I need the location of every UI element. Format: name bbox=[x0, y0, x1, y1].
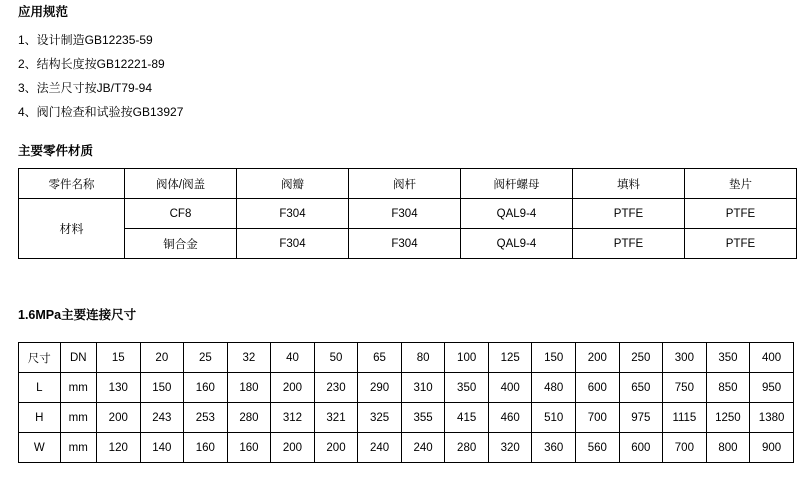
application-spec-list bbox=[18, 28, 518, 124]
table-header-cell: 50 bbox=[314, 343, 358, 373]
table-header-cell: 20 bbox=[140, 343, 184, 373]
table-cell: 290 bbox=[358, 373, 402, 403]
table-cell: PTFE bbox=[573, 199, 685, 229]
table-cell: 560 bbox=[576, 433, 620, 463]
table-cell: 321 bbox=[314, 403, 358, 433]
table-cell: CF8 bbox=[125, 199, 237, 229]
table-header-cell: 65 bbox=[358, 343, 402, 373]
row-label: L bbox=[19, 373, 61, 403]
row-unit: mm bbox=[60, 373, 96, 403]
table-header-cell: 250 bbox=[619, 343, 663, 373]
table-header-cell: 150 bbox=[532, 343, 576, 373]
table-cell: 510 bbox=[532, 403, 576, 433]
table-cell: 650 bbox=[619, 373, 663, 403]
table-cell: 253 bbox=[184, 403, 228, 433]
table-header-cell: 阀体/阀盖 bbox=[125, 169, 237, 199]
material-section-title: 主要零件材质 bbox=[18, 144, 94, 158]
application-spec-title: 应用规范 bbox=[18, 5, 69, 19]
table-cell: 350 bbox=[445, 373, 489, 403]
table-header-cell: 100 bbox=[445, 343, 489, 373]
table-cell: QAL9-4 bbox=[461, 199, 573, 229]
table-cell: F304 bbox=[237, 229, 349, 259]
table-header-cell: 40 bbox=[271, 343, 315, 373]
table-cell: 150 bbox=[140, 373, 184, 403]
table-cell: 312 bbox=[271, 403, 315, 433]
table-cell: 975 bbox=[619, 403, 663, 433]
table-header-cell: 125 bbox=[488, 343, 532, 373]
table-cell: 180 bbox=[227, 373, 271, 403]
table-cell: 600 bbox=[619, 433, 663, 463]
table-cell: 800 bbox=[706, 433, 750, 463]
list-item: 4、阀门检查和试验按GB13927 bbox=[18, 105, 184, 119]
table-cell: 460 bbox=[488, 403, 532, 433]
table-header-cell: 80 bbox=[401, 343, 445, 373]
table-cell: 243 bbox=[140, 403, 184, 433]
table-cell: 280 bbox=[227, 403, 271, 433]
table-cell: QAL9-4 bbox=[461, 229, 573, 259]
table-cell: PTFE bbox=[685, 199, 797, 229]
table-cell: 950 bbox=[750, 373, 794, 403]
table-cell: 240 bbox=[401, 433, 445, 463]
dimension-table bbox=[18, 342, 794, 463]
table-cell: PTFE bbox=[685, 229, 797, 259]
table-header-cell: 阀杆 bbox=[349, 169, 461, 199]
table-cell: 415 bbox=[445, 403, 489, 433]
material-table bbox=[18, 168, 797, 259]
list-item: 2、结构长度按GB12221-89 bbox=[18, 57, 165, 71]
table-cell: 900 bbox=[750, 433, 794, 463]
table-cell: 480 bbox=[532, 373, 576, 403]
table-header-cell: 零件名称 bbox=[19, 169, 125, 199]
row-label: H bbox=[19, 403, 61, 433]
list-item: 3、法兰尺寸按JB/T79-94 bbox=[18, 81, 153, 95]
table-header-cell: 尺寸 bbox=[19, 343, 61, 373]
table-header-cell: 200 bbox=[576, 343, 620, 373]
table-cell: 310 bbox=[401, 373, 445, 403]
table-cell: 160 bbox=[184, 433, 228, 463]
table-cell: 700 bbox=[576, 403, 620, 433]
table-cell: 120 bbox=[97, 433, 141, 463]
table-cell: 850 bbox=[706, 373, 750, 403]
table-header-cell: 填料 bbox=[573, 169, 685, 199]
table-cell: 200 bbox=[271, 373, 315, 403]
table-header-cell: 32 bbox=[227, 343, 271, 373]
table-cell: 400 bbox=[488, 373, 532, 403]
table-cell: 360 bbox=[532, 433, 576, 463]
table-cell: 280 bbox=[445, 433, 489, 463]
table-cell: 160 bbox=[184, 373, 228, 403]
table-cell: 700 bbox=[663, 433, 707, 463]
table-cell: 1115 bbox=[663, 403, 707, 433]
table-cell: 1250 bbox=[706, 403, 750, 433]
table-cell: 320 bbox=[488, 433, 532, 463]
table-cell: 铜合金 bbox=[125, 229, 237, 259]
table-cell: F304 bbox=[349, 199, 461, 229]
table-header-row bbox=[19, 343, 794, 373]
table-cell: 160 bbox=[227, 433, 271, 463]
table-cell: F304 bbox=[349, 229, 461, 259]
table-cell: 325 bbox=[358, 403, 402, 433]
table-header-cell: 阀瓣 bbox=[237, 169, 349, 199]
table-row bbox=[19, 433, 794, 463]
table-header-cell: 垫片 bbox=[685, 169, 797, 199]
table-cell: PTFE bbox=[573, 229, 685, 259]
table-header-row bbox=[19, 169, 797, 199]
table-cell: 1380 bbox=[750, 403, 794, 433]
list-item: 1、设计制造GB12235-59 bbox=[18, 33, 153, 47]
table-cell: 200 bbox=[97, 403, 141, 433]
table-row bbox=[19, 229, 797, 259]
dimension-section-title: 1.6MPa主要连接尺寸 bbox=[18, 308, 137, 322]
table-header-cell: 400 bbox=[750, 343, 794, 373]
table-cell: 750 bbox=[663, 373, 707, 403]
table-header-cell: 25 bbox=[184, 343, 228, 373]
table-cell: 230 bbox=[314, 373, 358, 403]
row-unit: mm bbox=[60, 433, 96, 463]
material-row-label: 材料 bbox=[19, 199, 125, 259]
table-header-cell: 300 bbox=[663, 343, 707, 373]
table-header-cell: DN bbox=[60, 343, 96, 373]
table-cell: 200 bbox=[271, 433, 315, 463]
table-cell: 140 bbox=[140, 433, 184, 463]
row-unit: mm bbox=[60, 403, 96, 433]
row-label: W bbox=[19, 433, 61, 463]
table-cell: 130 bbox=[97, 373, 141, 403]
table-header-cell: 15 bbox=[97, 343, 141, 373]
table-cell: 355 bbox=[401, 403, 445, 433]
table-header-cell: 阀杆螺母 bbox=[461, 169, 573, 199]
table-header-cell: 350 bbox=[706, 343, 750, 373]
table-cell: 240 bbox=[358, 433, 402, 463]
table-row bbox=[19, 373, 794, 403]
table-row bbox=[19, 403, 794, 433]
table-cell: 200 bbox=[314, 433, 358, 463]
table-cell: 600 bbox=[576, 373, 620, 403]
table-cell: F304 bbox=[237, 199, 349, 229]
table-row bbox=[19, 199, 797, 229]
